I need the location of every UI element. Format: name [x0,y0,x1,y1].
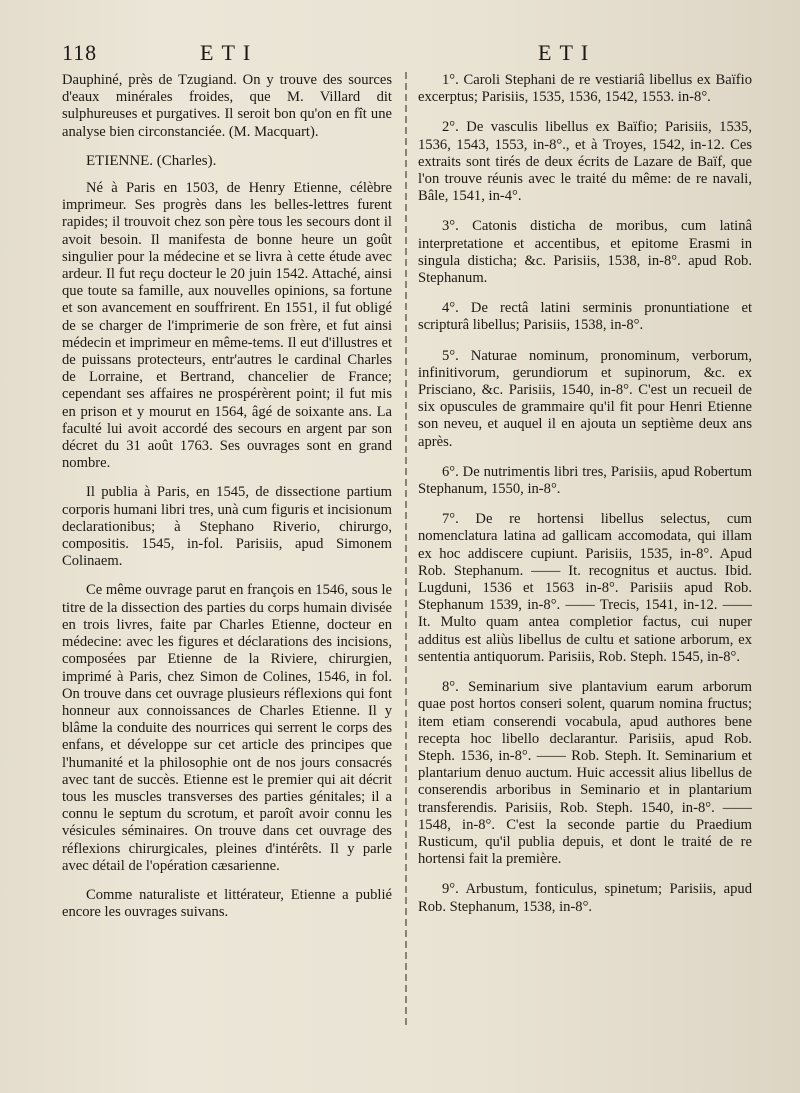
bibliography-item-9: 9°. Arbustum, fonticulus, spinetum; Parisiis, apud Rob. Stephanum, 1538, in-8°. [418,881,752,915]
left-column [62,72,392,933]
bibliography-item-8: 8°. Seminarium sive plantavium earum arborum quae post hortos conseri solent, quarum nomina fructus; item etiam conserendi vocabula, apud authores bene recepta hoc libello declarantur. Parisiis, apud Rob. Steph. 1536, in-8°. —— Rob. Steph. It. Seminarium et plantarium denuo auctum. Huic accessit alius libellus de conserendis arboribus in Seminario et in plantarium transferendis. Parisiis, Rob. Steph. 1540, in-8°. —— 1548, in-8°. C'est la seconde partie du Praedium Rusticum, qu'il publia depuis, et dont le traité de re hortensi fait la première. [418,679,752,868]
bibliography-item-2: 2°. De vasculis libellus ex Baïfio; Parisiis, 1535, 1536, 1543, 1553, in-8°., et à Troyes, 1542, in-12. Ces extraits sont tirés de deux écrits de Lazare de Baïf, que l'on trouve réunis avec le traité du même: de re navali, Bâle, 1541, in-4°. [418,119,752,205]
bibliography-item-5: 5°. Naturae nominum, pronominum, verborum, infinitivorum, gerundiorum et supinorum, &c. ex Prisciano, &c. Parisiis, 1540, in-8°. C'est un recueil de six opuscules de grammaire qu'il fit pour Henri Etienne son neveu, et auquel il en ajouta un septième deux ans après. [418,347,752,450]
paragraph-naturaliste: Comme naturaliste et littérateur, Etienne a publié encore les ouvrages suivans. [62,886,392,921]
bibliography-item-1: 1°. Caroli Stephani de re vestiariâ libellus ex Baïfio excerptus; Parisiis, 1535, 1536, 1542, 1553. in-8°. [418,72,752,106]
running-head-right: ETI [538,40,597,65]
bibliography-item-4: 4°. De rectâ latini serminis pronuntiatione et scripturâ libellus; Parisiis, 1538, in-8°. [418,300,752,334]
bibliography-item-6: 6°. De nutrimentis libri tres, Parisiis, apud Robertum Stephanum, 1550, in-8°. [418,463,752,498]
paragraph-dauphine: Dauphiné, près de Tzugiand. On y trouve des sources d'eaux minérales froides, que M. Villard dit sulphureuses et purgatives. Il seroit bon qu'on en fît une analyse bien circonstanciée. (M. Macquart). [62,72,392,140]
page-number: 118 [62,40,98,65]
running-head [0,40,800,68]
paragraph-biography: Né à Paris en 1503, de Henry Etienne, célèbre imprimeur. Ses progrès dans les belles-lettres furent rapides; il trouvoit chez son père tous les secours dont il avoit besoin. Il manifesta de bonne heure un goût singulier pour la médecine et se livra à cette étude avec ardeur. Il fut reçu docteur le 20 juin 1542. Attaché, ainsi que toute sa famille, aux nouvelles opinions, sa fortune et son avancement en souffrirent. En 1551, il fut obligé de se charger de l'imprimerie de son frère, et fut ainsi médecin et imprimeur en même-tems. Il eut d'illustres et de puissans protecteurs, entr'autres le cardinal Charles de Lorraine, et Bertrand, chancelier de France; cependant ses affaires ne prospérèrent point; il fut mis en prison et y mourut en 1564, âgé de soixante ans. La faculté lui avoit accordé des secours en argent par son décret du 31 août 1763. Ses ouvrages sont en grand nombre. [62,180,392,472]
right-column [418,72,752,922]
bibliography-item-7: 7°. De re hortensi libellus selectus, cum nomenclatura latina ad gallicam accomodata, qui illam ex hoc addiscere cupiunt. Parisiis, 1535, in-8°. Apud Rob. Stephanum. —— It. recognitus et auctus. Ibid. Lugduni, 1536 et 1563 in-8°. Parisiis apud Rob. Stephanum 1539, in-8°. —— Trecis, 1541, in-12. —— It. Multo quam antea completior factus, cui nuper additus est aliùs libellus de cultu et satione arborum, ex sententia antiquorum. Parisiis, Rob. Steph. 1545, in-8°. [418,511,752,665]
column-divider [405,72,407,1027]
paragraph-french-edition: Ce même ouvrage parut en françois en 1546, sous le titre de la dissection des parties du corps humain divisée en trois livres, faite par Charles Etienne, docteur en médecine: avec les figures et déclarations des incisions, composées par Etienne de la Riviere, chirurgien, imprimé à Paris, chez Simon de Colines, 1546, in fol. On trouve dans cet ouvrage plusieurs réflexions qui font honneur aux connoissances de Charles Etienne. Il y blâme la conduite des nourrices qui serrent le corps des enfans, et développe sur cet article des principes que l'humanité et la philosophie ont de nos jours consacrés avec tant de succès. Etienne est le premier qui ait décrit tous les muscles transverses des parties génitales; il a connu le septum du scrotum, et paroît avoir connu les vésicules séminaires. On trouve dans cet ouvrage des réflexions chirurgicales, pleines d'intérêts. Il y parle avec détail de l'opération cæsarienne. [62,582,392,874]
paragraph-dissectione: Il publia à Paris, en 1545, de dissectione partium corporis humani libri tres, unà cum figuris et incisionum declarationibus; à Stephano Riverio, chirurgo, compositis. 1545, in-fol. Parisiis, apud Simonem Colinaem. [62,484,392,570]
entry-heading-etienne: ETIENNE. (Charles). [86,152,217,169]
running-head-left: ETI [200,40,259,65]
bibliography-item-3: 3°. Catonis disticha de moribus, cum latinâ interpretatione et accentibus, et epitome Erasmi in singula disticha; &c. Parisiis, 1538, in-8°. apud Rob. Stephanum. [418,218,752,287]
